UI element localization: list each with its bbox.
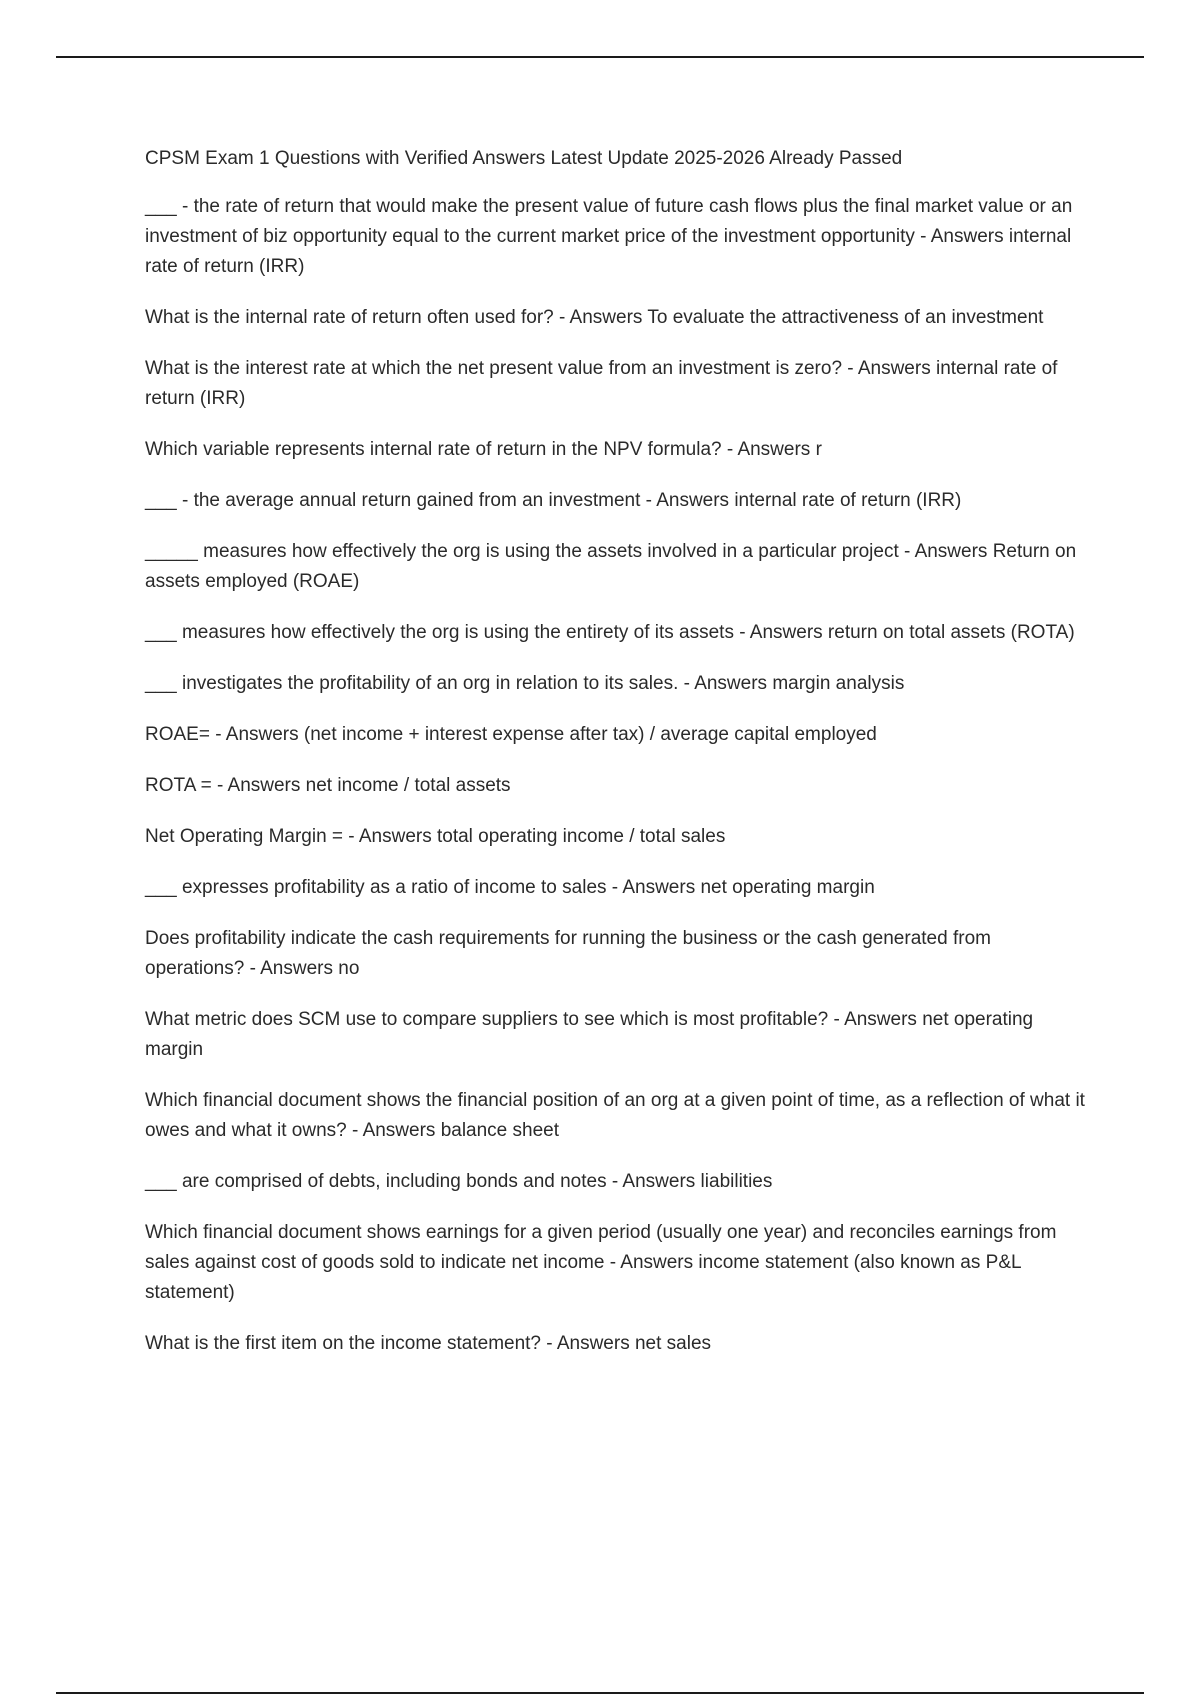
qa-item: ___ - the average annual return gained from an investment - Answers internal rate of return (IRR): [145, 490, 962, 511]
footer-rule: [56, 1692, 1144, 1694]
qa-item: _____ measures how effectively the org is using the assets involved in a particular project - Answers Return on assets employed (ROAE): [145, 541, 1077, 592]
qa-item: What is the interest rate at which the net present value from an investment is zero? - Answers internal rate of return (IRR): [145, 358, 1058, 409]
qa-item: Which variable represents internal rate of return in the NPV formula? - Answers r: [145, 439, 822, 460]
qa-item: What metric does SCM use to compare suppliers to see which is most profitable? - Answers net operating margin: [145, 1009, 1034, 1060]
qa-item: ___ measures how effectively the org is using the entirety of its assets - Answers return on total assets (ROTA): [145, 622, 1075, 643]
qa-item: ROTA = - Answers net income / total assets: [145, 775, 511, 796]
qa-item: What is the first item on the income statement? - Answers net sales: [145, 1333, 712, 1354]
qa-item: ___ are comprised of debts, including bonds and notes - Answers liabilities: [145, 1171, 773, 1192]
qa-item: ___ - the rate of return that would make the present value of future cash flows plus the final market value or an investment of biz opportunity equal to the current market price of the investment opportunity - Answers internal rate of return (IRR): [145, 196, 1073, 277]
qa-list: [145, 192, 1090, 1359]
qa-item: Which financial document shows the financial position of an org at a given point of time, as a reflection of what it owes and what it owns? - Answers balance sheet: [145, 1090, 1085, 1141]
document-body: [145, 144, 1090, 1380]
header-rule: [56, 56, 1144, 58]
qa-item: ROAE= - Answers (net income + interest expense after tax) / average capital employed: [145, 724, 877, 745]
document-title: CPSM Exam 1 Questions with Verified Answers Latest Update 2025-2026 Already Passed: [145, 148, 903, 169]
qa-item: Which financial document shows earnings for a given period (usually one year) and reconciles earnings from sales against cost of goods sold to indicate net income - Answers income statement (also known as P&L statement): [145, 1222, 1057, 1303]
qa-item: Does profitability indicate the cash requirements for running the business or the cash generated from operations? - Answers no: [145, 928, 991, 979]
qa-item: ___ investigates the profitability of an org in relation to its sales. - Answers margin analysis: [145, 673, 905, 694]
qa-item: What is the internal rate of return often used for? - Answers To evaluate the attractiveness of an investment: [145, 307, 1044, 328]
qa-item: Net Operating Margin = - Answers total operating income / total sales: [145, 826, 726, 847]
qa-item: ___ expresses profitability as a ratio of income to sales - Answers net operating margin: [145, 877, 875, 898]
